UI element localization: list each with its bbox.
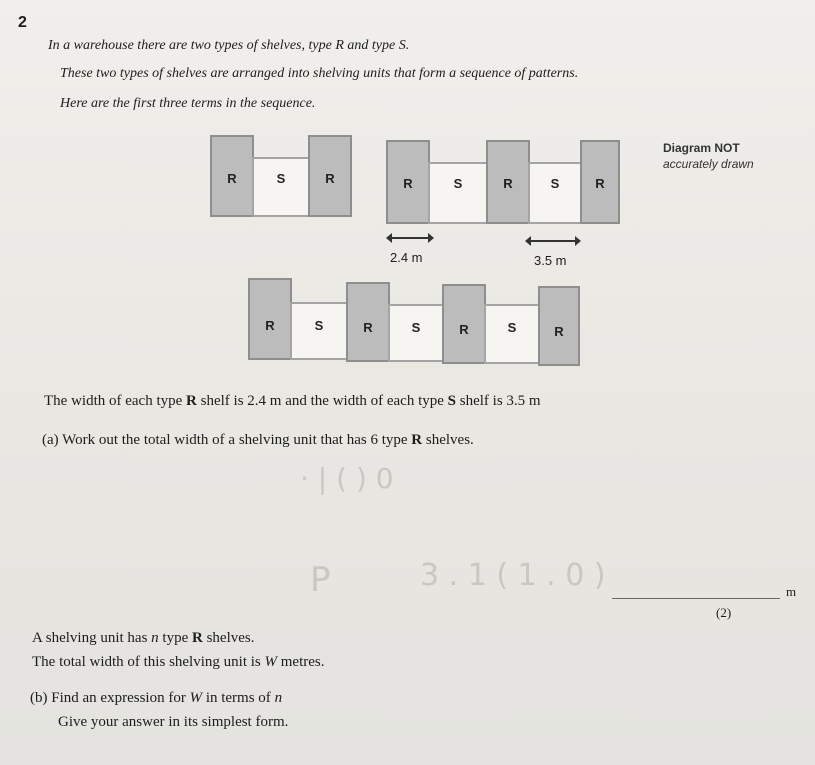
shelf-s: S — [484, 304, 540, 364]
shelf-r: R — [210, 135, 254, 217]
shelf-r: R — [386, 140, 430, 224]
context-line-2: The total width of this shelving unit is W metres. — [32, 654, 325, 670]
faint-pencil-marks: P — [310, 560, 331, 600]
shelf-s: S — [428, 162, 488, 224]
shelf-r: R — [308, 135, 352, 217]
dimension-label-s: 3.5 m — [534, 253, 567, 268]
shelf-r: R — [442, 284, 486, 364]
question-number: 2 — [18, 14, 27, 31]
shelf-s: S — [528, 162, 582, 224]
part-a-question: (a) Work out the total width of a shelving unit that has 6 type R shelves. — [42, 432, 474, 448]
shelf-r: R — [580, 140, 620, 224]
shelf-r: R — [346, 282, 390, 362]
widths-sentence: The width of each type R shelf is 2.4 m and the width of each type S shelf is 3.5 m — [44, 393, 541, 409]
part-b-instruction: Give your answer in its simplest form. — [58, 714, 289, 730]
shelf-r: R — [538, 286, 580, 366]
shelf-r: R — [486, 140, 530, 224]
faint-pencil-marks: 3 . 1 ( 1 . 0 ) — [420, 558, 606, 593]
diagram-note: Diagram NOT accurately drawn — [663, 141, 754, 171]
dimension-label-r: 2.4 m — [390, 250, 423, 265]
intro-line-3: Here are the first three terms in the sequence. — [60, 96, 316, 111]
dimension-arrow-r — [392, 237, 428, 239]
shelf-s: S — [388, 304, 444, 362]
answer-line-a[interactable] — [612, 598, 780, 599]
shelf-r: R — [248, 278, 292, 360]
intro-line-2: These two types of shelves are arranged into shelving units that form a sequence of patterns. — [60, 66, 579, 81]
answer-unit: m — [786, 584, 797, 599]
part-b-question: (b) Find an expression for W in terms of n — [30, 690, 283, 706]
intro-line-1: In a warehouse there are two types of shelves, type R and type S. — [48, 38, 410, 53]
shelf-s: S — [252, 157, 310, 217]
faint-pencil-marks: · | ( ) 0 — [300, 462, 394, 495]
context-line-1: A shelving unit has n type R shelves. — [32, 630, 255, 646]
dimension-arrow-s — [531, 240, 575, 242]
marks-a: (2) — [716, 605, 732, 620]
shelf-s: S — [290, 302, 348, 360]
